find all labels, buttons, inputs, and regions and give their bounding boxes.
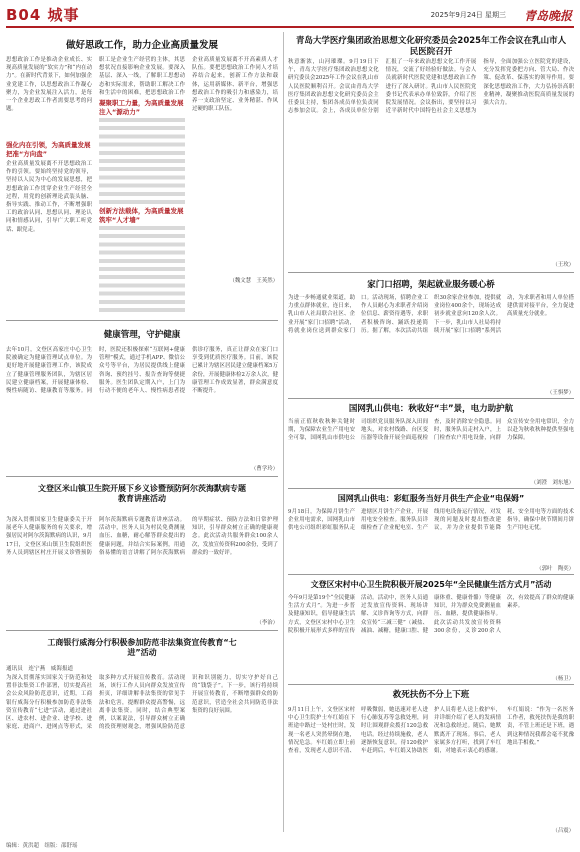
article-3 <box>6 480 278 628</box>
paper-logo: 青岛晚报 <box>523 9 572 23</box>
article-4 <box>6 634 278 834</box>
article-3-headline: 文登区米山镇卫生院开展下乡义诊暨预防阿尔茨海默病专题教育讲座活动 <box>38 484 246 503</box>
article-8 <box>288 492 574 572</box>
section-title: B04 城事 <box>6 6 80 24</box>
article-1-author: （魏文慧 王英然） <box>229 278 278 284</box>
article-9 <box>288 578 574 682</box>
article-10 <box>288 688 574 834</box>
article-10-body: 9月11日上午，文登区宋村中心卫生院护士车红娟在下班途中路过一处村庄时，发现一名老人突然晕倒在地，情况危急。车红娟立即上前查看，发现老人意识不清、呼吸微弱，她迅速对老人进行心肺复苏等急救处理，同时让围观群众拨打120急救电话。经过持续施救，老人逐渐恢复意识。待120救护车赶到后，车红娟又协助医护人员将老人送上救护车，并详细介绍了老人的发病情况和急救经过。随后，她默默离开了现场。事后，老人家属多方打听，找到了车红娟，对她表示衷心的感谢。车红娟说：“作为一名医务工作者，救死扶伤是我的职责，不管上班还是下班，遇到这种情况我都会毫不犹豫地出手相救。” <box>288 707 574 755</box>
divider-right-2 <box>288 398 574 399</box>
article-1-headline: 做好思政工作，助力企业高质量发展 <box>65 40 218 51</box>
article-9-author: （杨卫） <box>552 676 574 682</box>
article-2 <box>6 324 278 474</box>
divider-right-4 <box>288 574 574 575</box>
article-7-author: （刘澄 刘东旭） <box>530 480 574 486</box>
article-5 <box>288 32 574 270</box>
article-8-body: 9月18日，为保障月饼生产企业用电需求，国网乳山市供电公司组织彩虹服务队走进辖区月饼生产企业，开展用电安全检查。服务队员详细检查了企业配电室、生产线用电设备运行情况，对发现的问题及时提出整改建议，并为企业提供节能降耗、安全用电等方面的技术指导，确保中秋节期间月饼生产用电无忧。 <box>288 509 574 532</box>
article-2-headline: 健康管理，守护健康 <box>103 330 181 340</box>
article-6-author: （王惧梦） <box>547 390 574 396</box>
article-8-author: （郭叶 陶奕） <box>536 566 574 572</box>
article-3-body: 为深入贯彻国家卫生健康委关于开展老年人健康服务的有关要求，增强居民对阿尔茨海默病的认识，9月17日，文登区米山镇卫生院组织医务人员到辖区村庄开展义诊暨预防阿尔茨海默病专题教育讲座活动。活动中，医务人员为村民免费测量血压、血糖，耐心解答群众提出的健康问题，并结合实际案例，用通俗易懂的语言讲解了阿尔茨海默病的早期症状、预防方法和日常护理知识，引导群众树立正确的健康观念。此次活动共服务群众100余人次，发放宣传资料200余份，受到了群众的一致好评。 <box>6 517 278 556</box>
article-2-body: 去年10月，文登区高家庄中心卫生院被确定为健康管理试点单位。为更好地开展健康管理工作，该院成立了健康管理服务团队，为辖区居民建立健康档案，开展健康体检、慢性病随访、健康教育等服务。同时，医院还积极探索“互联网+健康管理”模式，通过手机APP、微信公众号等平台，为居民提供线上健康咨询、预约挂号、报告查询等便捷服务。医生团队定期入户，上门为行动不便的老年人、慢性病患者提供诊疗服务，真正让群众在家门口享受到优质医疗服务。目前，该院已累计为辖区居民建立健康档案5万余份，开展健康体检2万余人次，健康管理工作成效显著，群众满意度不断提升。 <box>6 347 278 395</box>
divider-right-5 <box>288 684 574 685</box>
article-4-headline: 工商银行威海分行积极参加防范非法集资宣传教育“七进”活动 <box>47 638 237 657</box>
article-7-headline: 国网乳山供电：秋收好“丰”景，电力助护航 <box>348 404 514 414</box>
article-1 <box>6 32 278 320</box>
center-divider <box>283 32 284 832</box>
article-10-author: （吕震） <box>552 828 574 834</box>
issue-date: 2025年9月24日 星期三 <box>430 11 506 19</box>
divider-left-2 <box>6 476 278 477</box>
divider-right-1 <box>288 272 574 273</box>
article-6-body: 为进一步畅通就业渠道，助力重点群体就业，连日来，乳山市人社局联合社区、企业开展“家门口招聘”活动，将就业岗位送到群众家门口。活动现场，招聘企业工作人员耐心为求职者介绍岗位信息、薪资待遇等，求职者积极咨询、踊跃投递简历。据了解，本次活动共组织30余家企业参加，提供就业岗位400余个，现场达成初步就业意向120余人次。下一步，乳山市人社局将持续开展“家门口招聘”系列活动，为求职者和用人单位搭建供需对接平台，全力促进高质量充分就业。 <box>288 295 574 334</box>
article-1-lead: 思想政治工作是推动企业成长、实现高质量发展的“软实力”和“内在动力”。在新时代背景下，如何加强企业党建工作，以思想政治工作凝心聚力，为企业发展注入活力，是每一个企业思政工作者需要思考的问题。 <box>6 57 92 113</box>
article-9-headline: 文登区宋村中心卫生院积极开展2025年“全民健康生活方式月”活动 <box>310 580 552 589</box>
article-6-headline: 家门口招聘，架起就业服务暖心桥 <box>367 280 495 290</box>
article-1-body-2 <box>99 118 185 204</box>
article-1-body-3-cont <box>99 226 185 316</box>
divider-right-3 <box>288 488 574 489</box>
article-7 <box>288 402 574 486</box>
article-1-subhead-2: 凝聚职工力量，为高质量发展注入“源动力” <box>99 99 184 116</box>
article-1-col2-text: 职工是企业生产经营的主体，其思想状况直接影响企业发展。要深入基层、深入一线，了解职工思想动态和实际需求，帮助职工解决工作和生活中的困难，把思想政治工作 <box>99 57 185 96</box>
article-5-body: 秋意渐浓，山河璀璨。9月19日下午，青岛大学医疗集团政治思想文化研究委员会2025年工作会议在乳山市人民医院顺利召开。会议由青岛大学医疗集团政治思想文化研究委员会主任委员主持，集团各成员单位负责同志参加会议。会上，各成员单位分别汇报了一年来政治思想文化工作开展情况，交流了好经验好做法。与会人员就新时代医院党建和思想政治工作进行了深入研讨。乳山市人民医院党委书记代表承办单位致辞，介绍了医院发展情况。会议指出，要坚持以习近平新时代中国特色社会主义思想为指导，全面加强公立医院党的建设，充分发挥党委把方向、管大局、作决策、促改革、保落实的领导作用。要深化思想政治工作，大力弘扬崇高职业精神，凝聚推动医院高质量发展的强大合力。 <box>288 59 574 115</box>
divider-left-3 <box>6 630 278 631</box>
page-footer: 编辑：黄洪超 组版：邵舒瑶 <box>6 843 78 849</box>
article-9-body: 今年9月是第19个“全民健康生活方式月”。为进一步普及健康知识，倡导健康生活方式，文登区宋村中心卫生院积极开展形式多样的宣传活动。活动中，医务人员通过发放宣传资料、现场讲解、义诊咨询等方式，向群众宣传“三减三健”（减盐、减油、减糖，健康口腔、健康体重、健康骨骼）等健康知识，并为群众免费测量血压、血糖，提供健康指导。此次活动共发放宣传资料300余份，义诊200余人次，有效提高了群众的健康素养。 <box>288 595 574 634</box>
article-4-body: 为深入贯彻落实国家关于防范和处置非法集资工作部署，切实提高社会公众风险防范意识，近期，工商银行威海分行积极参加防范非法集资宣传教育“七进”活动，通过进社区、进农村、进企业、进学校、进家庭、进商户、进网点等形式，采取多种方式开展宣传教育。活动现场，该行工作人员向群众发放宣传折页，详细讲解非法集资的常见手法和危害，提醒群众提高警惕，远离非法集资。同时，结合典型案例，以案说法，引导群众树立正确的投资理财观念，增强风险防范意识和识别能力，切实守护好自己的“钱袋子”。下一步，该行将持续开展宣传教育，不断增强群众的防范意识，营造全社会共同防范非法集资的良好氛围。 <box>6 675 278 731</box>
article-10-headline: 救死扶伤不分上下班 <box>392 690 470 700</box>
article-1-subhead-1: 强化内在引领，为高质量发展把准“方向盘” <box>6 141 91 158</box>
article-6 <box>288 276 574 396</box>
article-1-body-3: 企业高质量发展离不开高素质人才队伍。要把思想政治工作同人才培养结合起来，创新工作方法和载体，运用新媒体、新平台，增强思想政治工作的吸引力和感染力，培养一支政治坚定、业务精湛、作风过硬的职工队伍。 <box>192 57 278 113</box>
divider-left-1 <box>6 320 278 321</box>
article-4-byline: 通讯员 连宁燕 威海报道 <box>6 666 74 672</box>
article-1-body-1: 企业高质量发展离不开思想政治工作的引领。要始终坚持党的领导，坚持以人民为中心的发展思想，把思想政治工作贯穿企业生产经营全过程，用党的创新理论武装头脑、指导实践、推动工作，不断增强职工的政治认同、思想认同、理论认同和情感认同，引导广大职工听党话、跟党走。 <box>6 161 92 233</box>
article-8-headline: 国网乳山供电：彩虹服务当好月供生产企业“电保姆” <box>337 494 525 503</box>
article-3-author: （李治） <box>256 620 278 626</box>
article-1-subhead-3: 创新方法载体，为高质量发展筑牢“人才墙” <box>99 207 184 224</box>
article-5-author: （王玫） <box>552 262 574 268</box>
article-2-author: （曹学玲） <box>251 466 278 472</box>
article-5-headline: 青岛大学医疗集团政治思想文化研究委员会2025年工作会议在乳山市人民医院召开 <box>295 36 567 57</box>
masthead <box>6 4 574 28</box>
article-7-body: 当前正值秋收秋种关键时期，为保障农业生产用电安全可靠，国网乳山市供电公司组织党员服务队深入田间地头，对农村线路、台区变压器等设备开展全面巡视检查，及时消除安全隐患。同时，服务队员走村入户，上门检查农户用电设备，向群众宣传安全用电常识，全力以赴为秋收秋种提供坚强电力保障。 <box>288 419 574 442</box>
